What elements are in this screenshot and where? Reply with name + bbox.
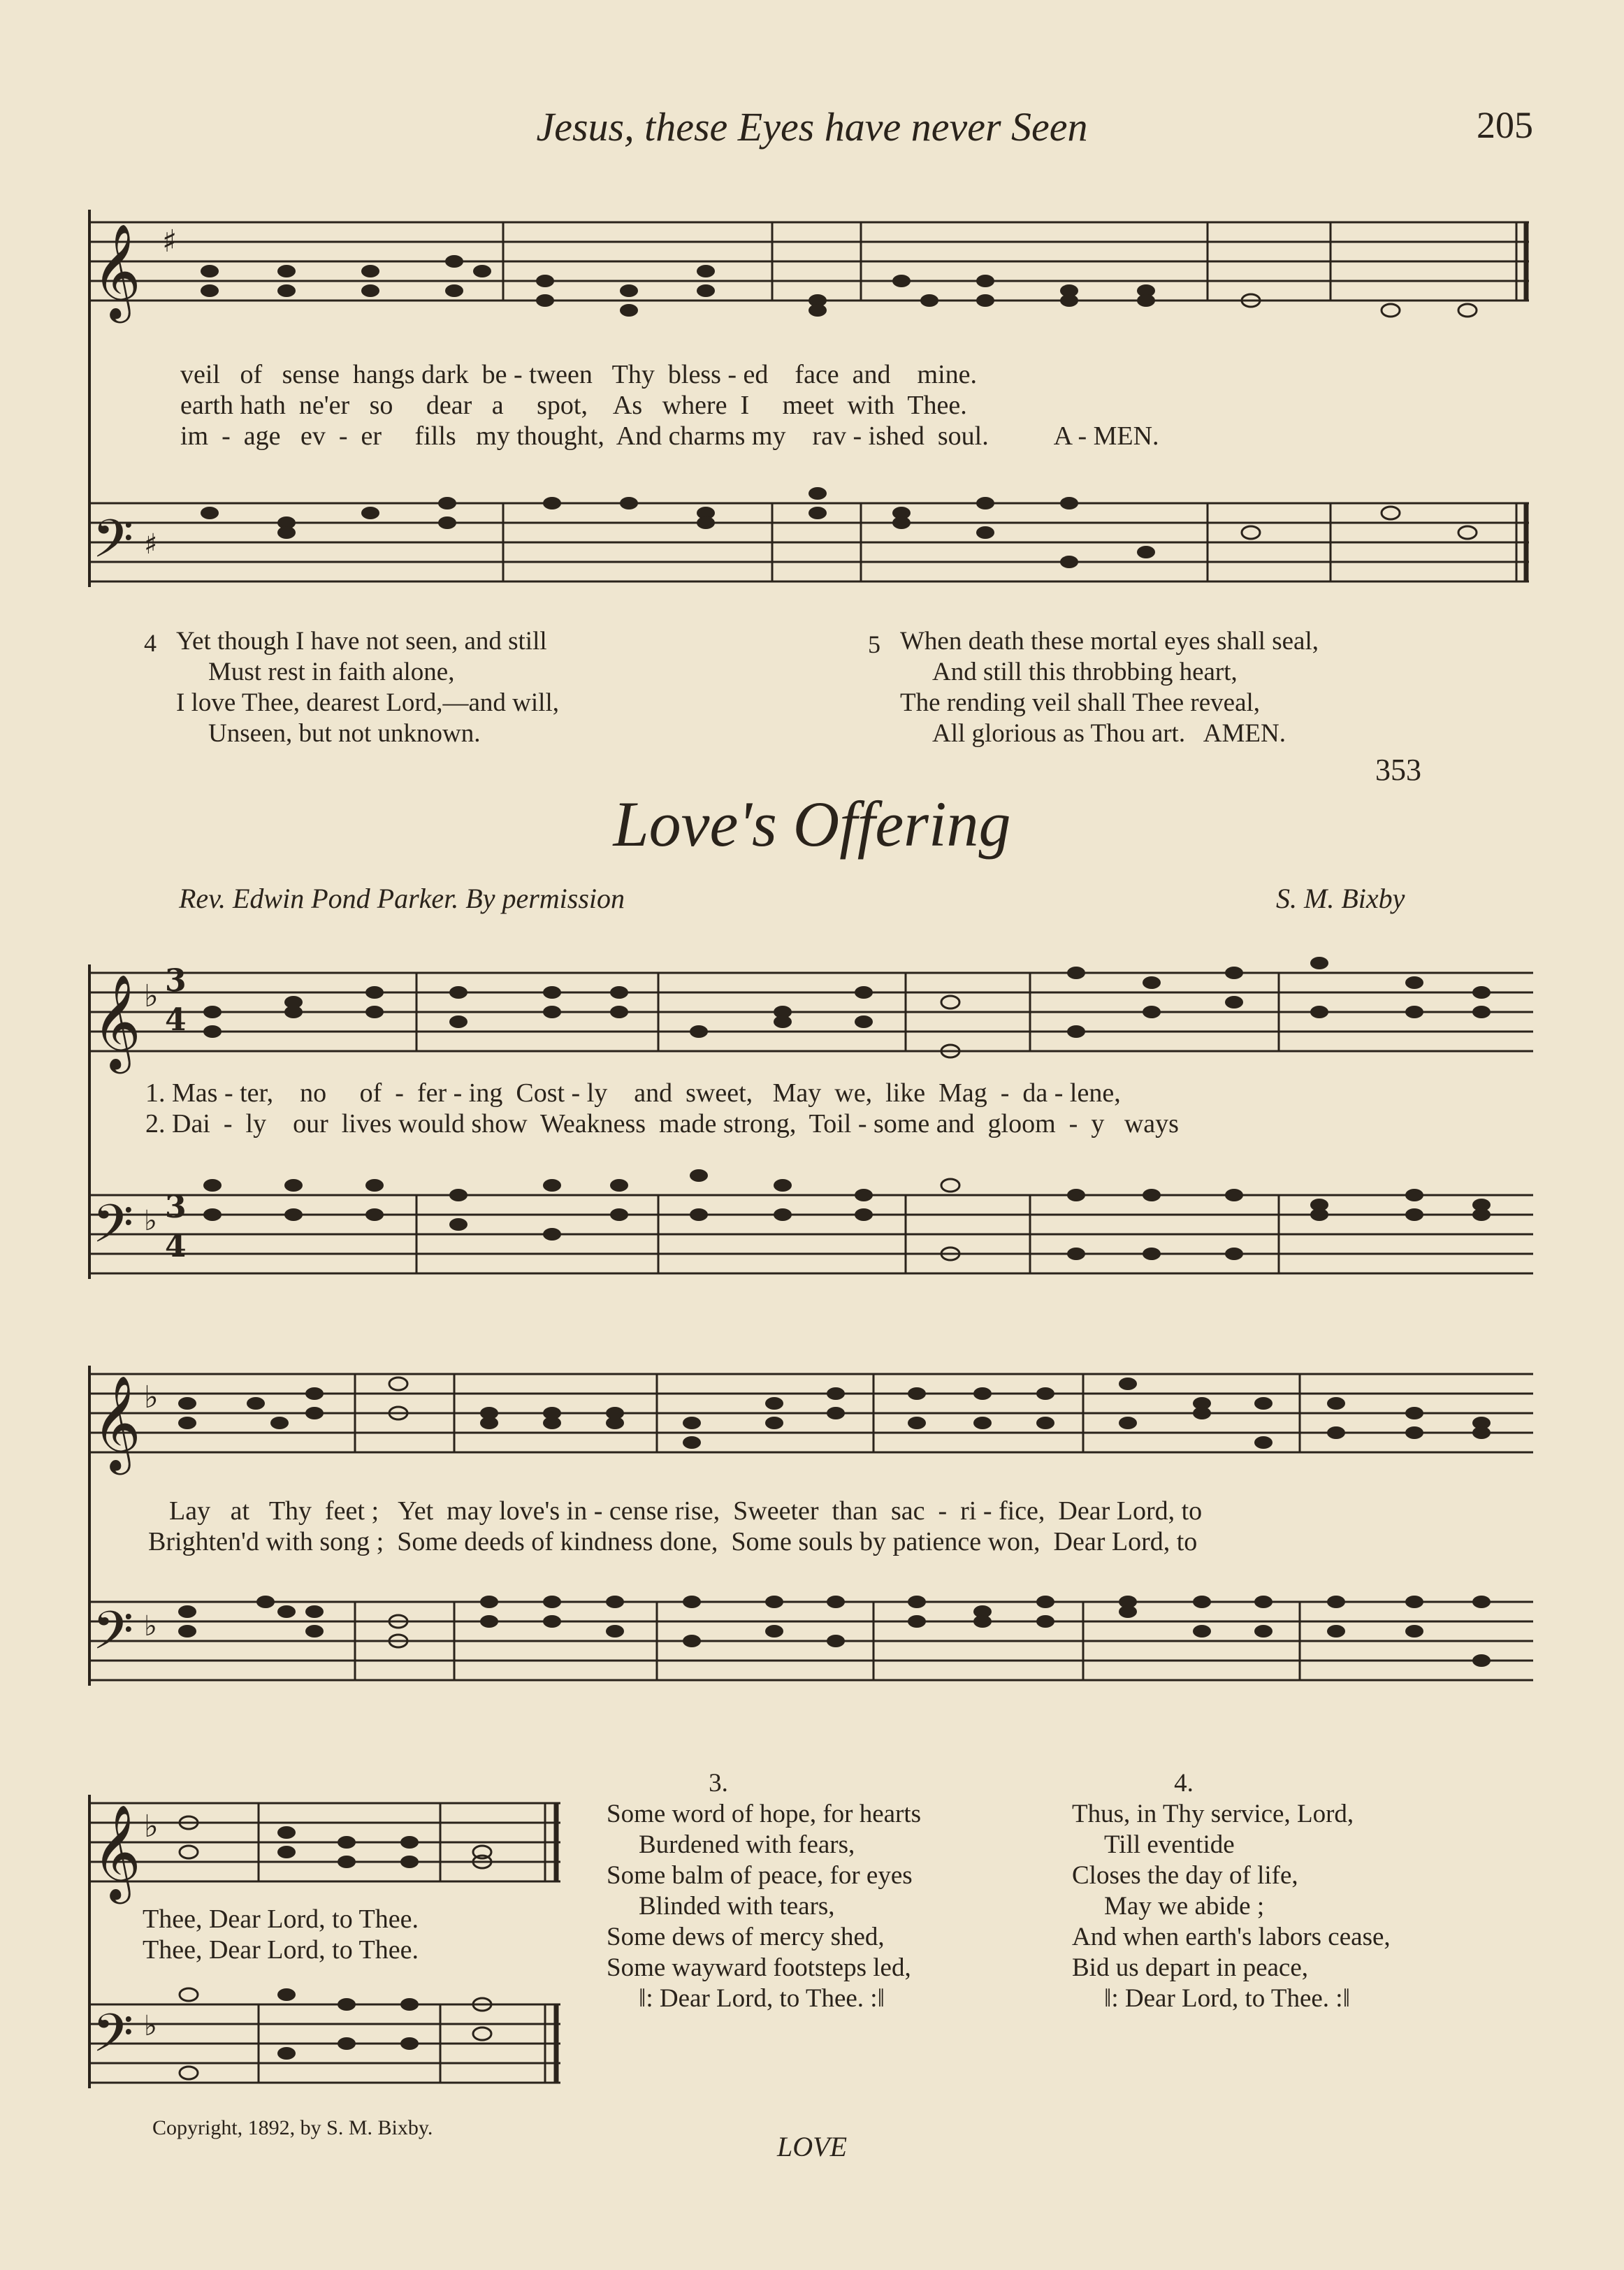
verse-line: The rending veil shall Thee reveal, [900,688,1261,717]
bass-clef-icon: 𝄢 [92,1193,134,1268]
verse-line: Burdened with fears, [639,1830,855,1859]
copyright-notice: Copyright, 1892, by S. M. Bixby. [152,2116,433,2139]
verse-line: Till eventide [1104,1830,1235,1859]
svg-text:3: 3 [165,963,187,999]
treble-clef-icon: 𝄞 [92,1803,141,1900]
hymn-number: 353 [1375,753,1421,787]
music-composer: S. M. Bixby [1276,883,1405,914]
svg-text:♯: ♯ [162,224,177,259]
svg-text:4: 4 [165,1229,187,1264]
category-label: LOVE [777,2131,847,2162]
bass-clef-icon: 𝄢 [92,2002,134,2077]
verse-line: ‖: Dear Lord, to Thee. :‖ [1104,1984,1350,2013]
page-number: 205 [1477,104,1533,146]
verse-line: Blinded with tears, [639,1892,835,1921]
system-3-lyric-line: Thee, Dear Lord, to Thee. [143,1935,419,1965]
verse-line: Some word of hope, for hearts [607,1800,922,1828]
hymn-title: Love's Offering [613,788,1011,860]
system-3-bass-staff [89,2004,560,2083]
treble-clef-icon: 𝄞 [92,1374,141,1470]
verse-line: Unseen, but not unknown. [208,719,481,748]
treble-clef-icon: 𝄞 [92,222,141,319]
verse-number: 3. [709,1769,728,1798]
verse-line: Some wayward footsteps led, [607,1953,911,1982]
system-2-lyric-line: Lay at Thy feet ; Yet may love's in - cense rise, Sweeter than sac - ri - fice, Dear Lord, to [169,1496,1203,1526]
svg-text:♯: ♯ [144,528,158,561]
flat-icon: ♭ [144,2010,157,2042]
flat-icon: ♭ [144,978,159,1014]
verse-number: 4. [1174,1769,1194,1798]
verse-number: 4 [144,629,157,657]
system-1-lyric-line: 1. Mas - ter, no of - fer - ing Cost - ly and sweet, May we, like Mag - da - lene, [145,1078,1121,1108]
bass-clef-icon: 𝄢 [92,508,134,583]
verse-line: Some dews of mercy shed, [607,1923,885,1951]
bass-clef-icon: 𝄢 [92,1600,134,1675]
svg-text:3: 3 [165,1190,187,1225]
verse-line: Some balm of peace, for eyes [607,1861,913,1890]
first-hymn-lyric-line: im - age ev - er fills my thought, And charms my rav - ished soul. A - MEN. [180,421,1159,451]
verse-line: Thus, in Thy service, Lord, [1072,1800,1354,1828]
running-title: Jesus, these Eyes have never Seen [536,104,1088,150]
system-3-treble-staff [89,1803,560,1881]
second-hymn-verse-3 [607,1768,1054,2014]
verse-line: And when earth's labors cease, [1072,1923,1391,1951]
verse-line: Must rest in faith alone, [208,658,455,686]
verse-number: 5 [868,630,880,658]
first-hymn-lyric-line: veil of sense hangs dark be - tween Thy bless - ed face and mine. [180,360,978,389]
treble-clef-icon: 𝄞 [92,973,141,1069]
verse-line: Closes the day of life, [1072,1861,1298,1890]
verse-line: And still this throbbing heart, [932,658,1238,686]
system-1-lyric-line: 2. Dai - ly our lives would show Weakness made strong, Toil - some and gloom - y ways [145,1109,1179,1138]
verse-line: All glorious as Thou art. AMEN. [932,719,1286,748]
flat-icon: ♭ [144,1610,157,1642]
verse-line: Bid us depart in peace, [1072,1953,1309,1982]
second-hymn-verse-4 [1072,1768,1533,2014]
words-author: Rev. Edwin Pond Parker. By permission [179,883,625,914]
verse-line: Yet though I have not seen, and still [176,627,547,656]
svg-text:4: 4 [165,1002,187,1038]
system-2-lyric-line: Brighten'd with song ; Some deeds of kindness done, Some souls by patience won, Dear Lord, to [148,1527,1198,1556]
system-3-lyric-line: Thee, Dear Lord, to Thee. [143,1904,419,1934]
flat-icon: ♭ [144,1809,159,1844]
verse-line: ‖: Dear Lord, to Thee. :‖ [639,1984,885,2013]
flat-icon: ♭ [144,1380,159,1415]
verse-line: When death these mortal eyes shall seal, [900,627,1319,656]
first-hymn-lyric-line: earth hath ne'er so dear a spot, As where I meet with Thee. [180,391,967,420]
flat-icon: ♭ [144,1205,157,1237]
verse-line: May we abide ; [1104,1892,1265,1921]
verse-line: I love Thee, dearest Lord,—and will, [176,688,559,717]
